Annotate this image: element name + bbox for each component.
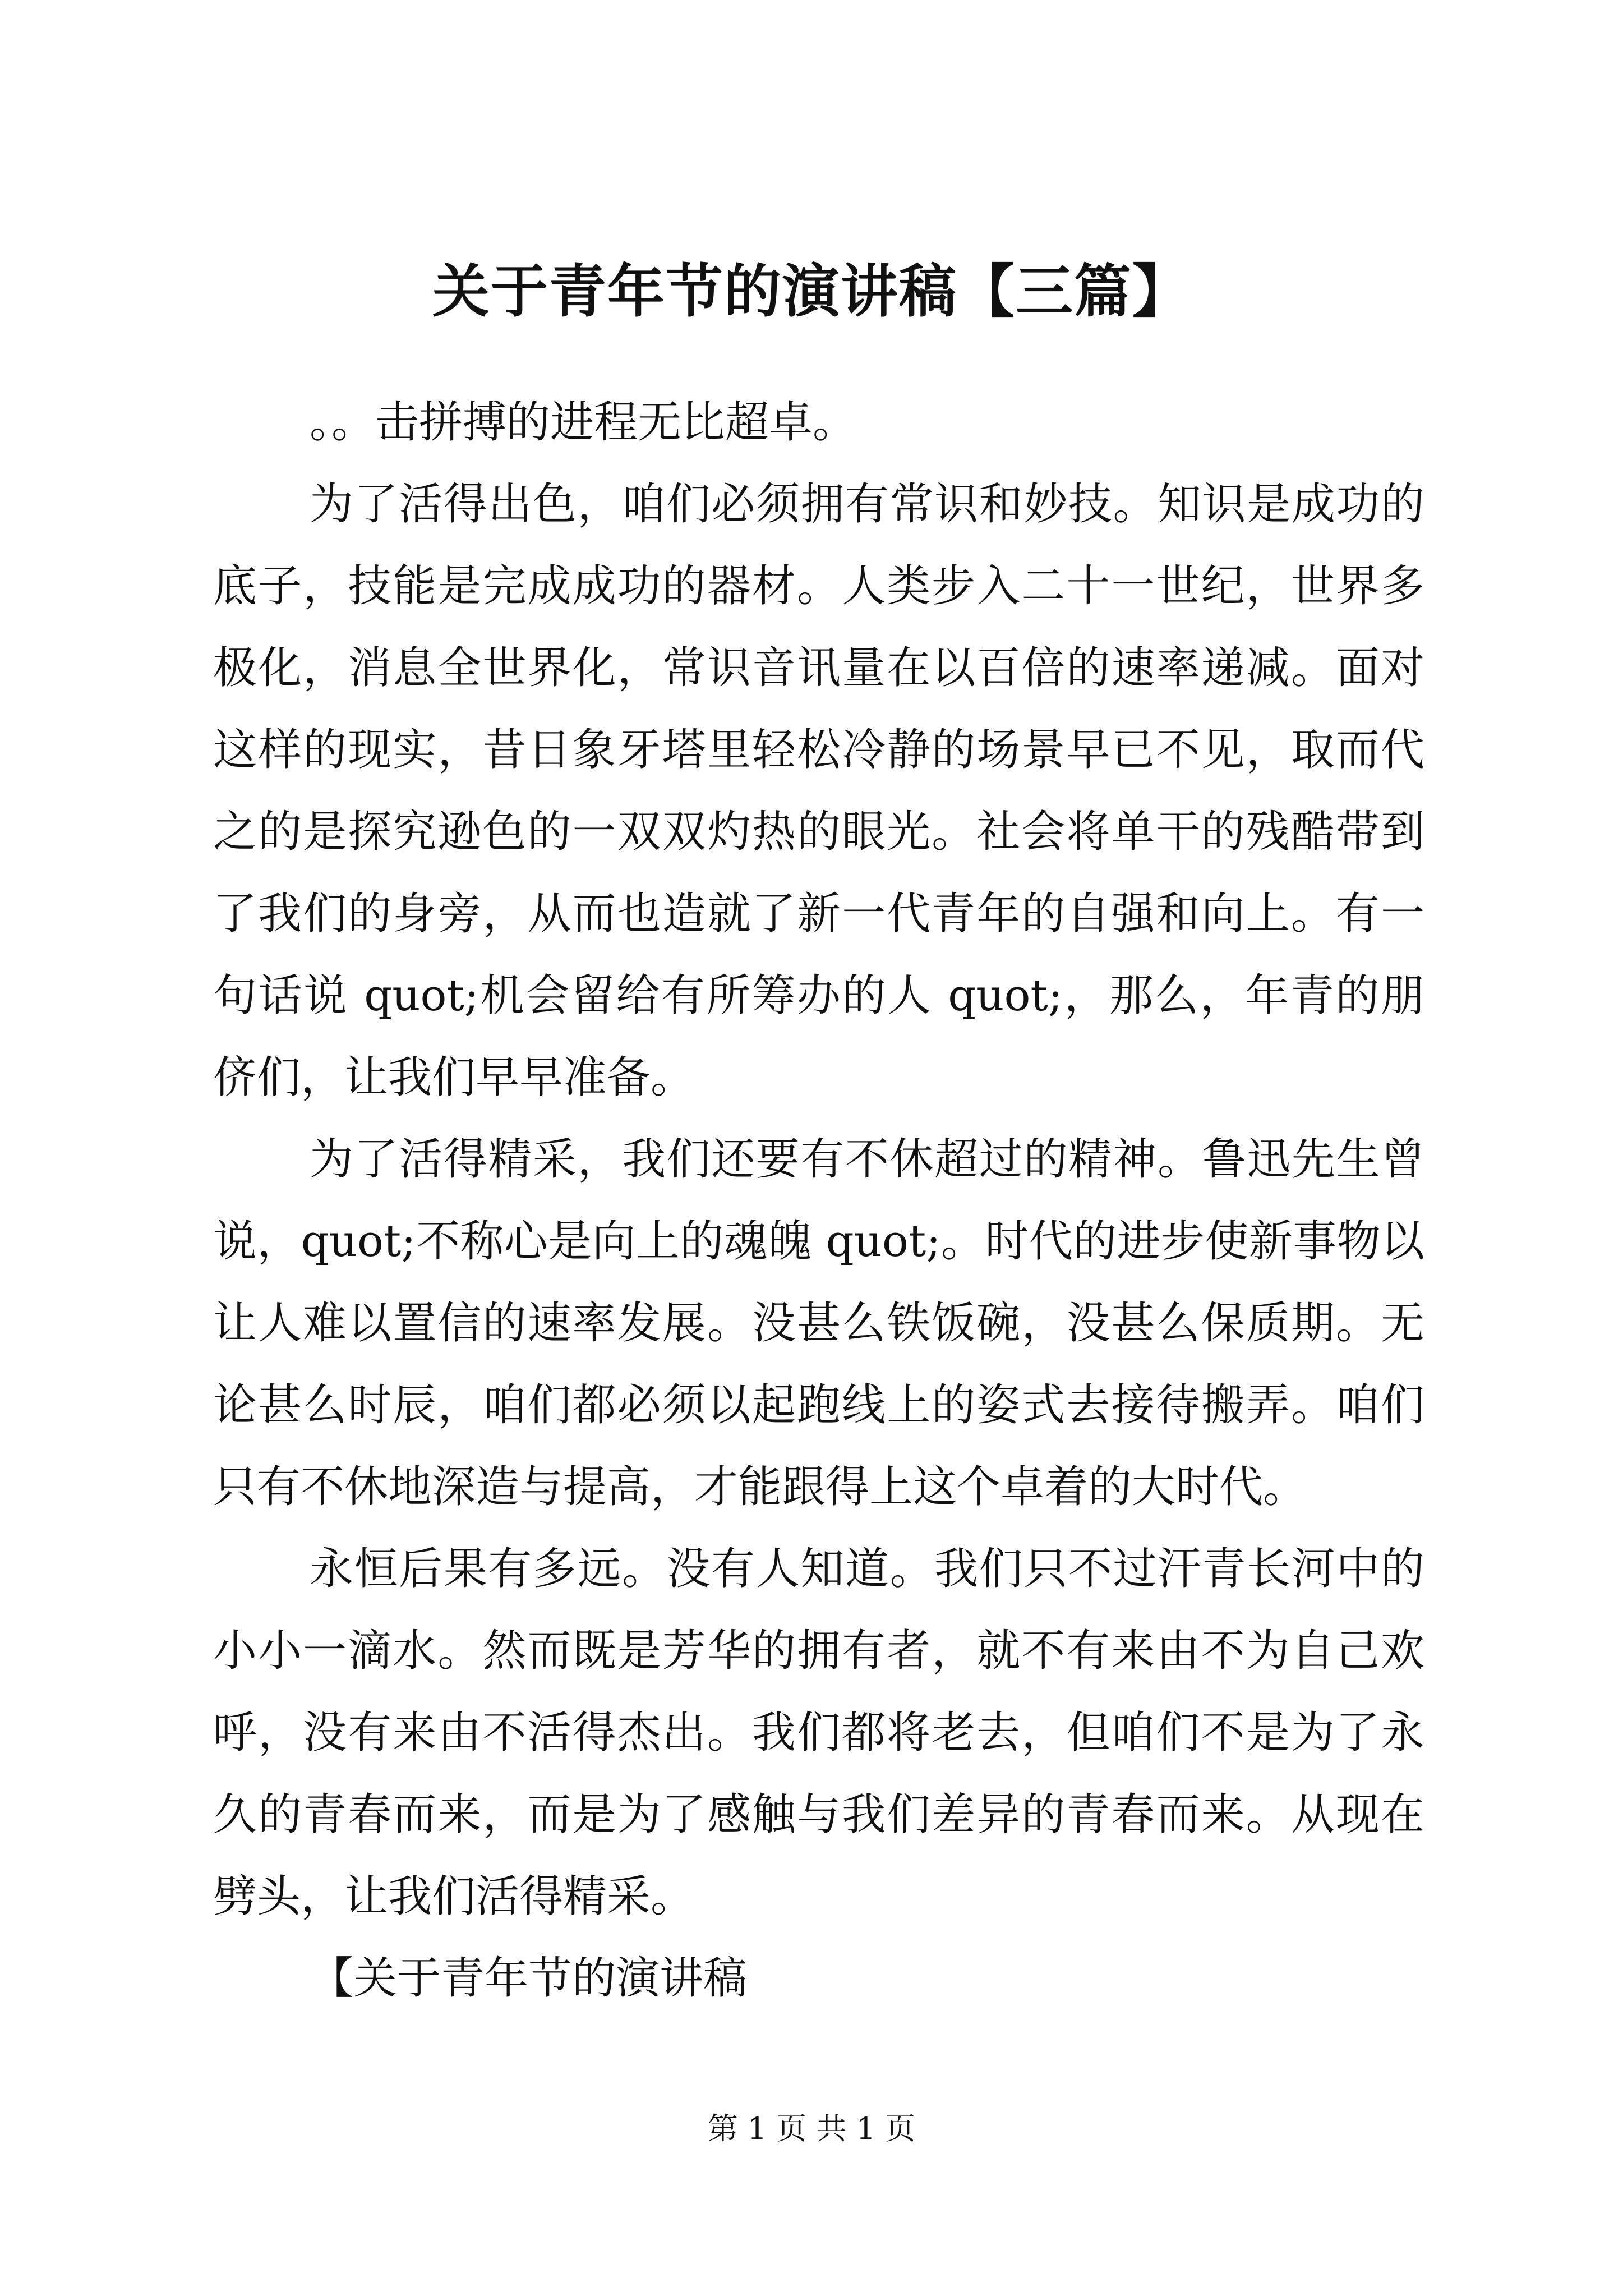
paragraph-5: 【关于青年节的演讲稿 <box>310 1953 748 2004</box>
paragraph-1: 。。击拼搏的进程无比超卓。 <box>310 397 857 448</box>
paragraph-4: 永恒后果有多远。没有人知道。我们只不过汗青长河中的小小一滴水。然而既是芳华的拥有者，就不有来由不为自己欢呼，没有来由不活得杰出。我们都将老去，但咱们不是为了永久的青春而来，而是为了感触与我们差异的青春而来。从现在劈头，让我们活得精采。 <box>213 1544 1424 1922</box>
document-body <box>213 381 1424 2019</box>
paragraph-3: 为了活得精采，我们还要有不休超过的精神。鲁迅先生曾说，quot;不称心是向上的魂魄 quot;。时代的进步使新事物以让人难以置信的速率发展。没甚么铁饭碗，没甚么保质期。无论甚么时辰，咱们都必须以起跑线上的姿式去接待搬弄。咱们只有不休地深造与提高，才能跟得上这个卓着的大时代。 <box>213 1134 1424 1512</box>
paragraph-2: 为了活得出色，咱们必须拥有常识和妙技。知识是成功的底子，技能是完成成功的器材。人类步入二十一世纪，世界多极化，消息全世界化，常识音讯量在以百倍的速率递减。面对这样的现实，昔日象牙塔里轻松冷静的场景早已不见，取而代之的是探究逊色的一双双灼热的眼光。社会将单干的残酷带到了我们的身旁，从而也造就了新一代青年的自强和向上。有一句话说 quot;机会留给有所筹办的人 quot;，那么，年青的朋侪们，让我们早早准备。 <box>213 479 1424 1103</box>
page-footer: 第 1 页 共 1 页 <box>707 2111 916 2146</box>
document-title: 关于青年节的演讲稿【三篇】 <box>432 258 1191 325</box>
